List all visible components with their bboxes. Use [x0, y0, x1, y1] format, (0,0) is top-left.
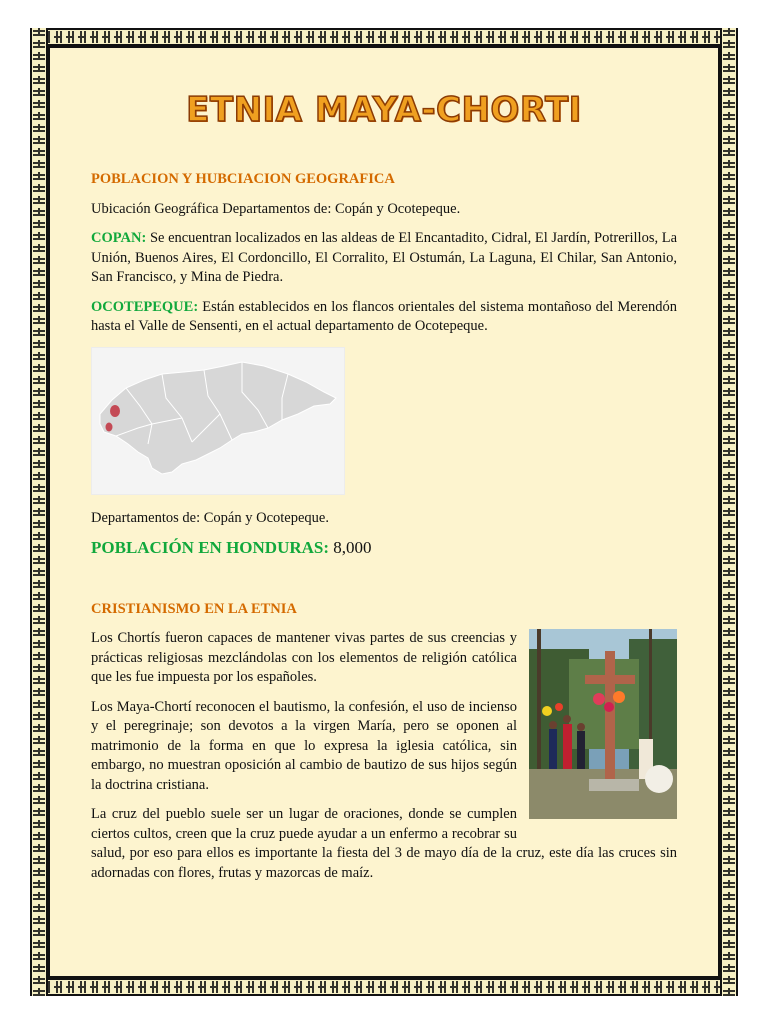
honduras-map-graphic	[92, 348, 344, 494]
border-top	[30, 28, 738, 46]
cristianismo-paragraph-2: Los Maya-Chortí reconocen el bautismo, la confesión, el uso de incienso y el peregrinaje; son devotos a la virgen María, pero se oponen al matrimonio de la forma en que lo expresa la iglesia católica, sin embargo, no muestran oposición al cambio de bautizo de sus hijos según la doctrina cristiana.	[91, 698, 517, 793]
section-heading-poblacion: POBLACION Y HUBCIACION GEOGRAFICA	[91, 171, 395, 187]
cristianismo-paragraph-1: Los Chortís fueron capaces de mantener vivas partes de sus creencias y prácticas religiosas mezclándolas con los elementos de religión católica que les fue impuesta por los españoles.	[91, 630, 517, 685]
border-right	[720, 28, 738, 996]
poblacion-value: 8,000	[329, 538, 372, 557]
cristianismo-paragraph-3: La cruz del pueblo suele ser un lugar de oraciones, donde se cumplen ciertos cultos, creen que la cruz puede ayudar a un enfermo a recobrar su salud, por eso para ellos es importante la fiesta del 3 de mayo día de la cruz, este día las cruces sin adornadas con flores, frutas y mazorcas de maíz.	[91, 806, 677, 881]
cross-ceremony-photo	[529, 629, 677, 819]
copan-label: COPAN:	[91, 230, 147, 246]
ubicacion-paragraph: Ubicación Geográfica Departamentos de: Copán y Ocotepeque.	[91, 200, 461, 217]
document-title: ETNIA MAYA-CHORTI	[186, 90, 582, 130]
section-heading-cristianismo: CRISTIANISMO EN LA ETNIA	[91, 600, 297, 617]
ocotepeque-paragraph	[91, 298, 677, 337]
border-left	[30, 28, 48, 996]
cross-ceremony-illustration	[529, 629, 677, 819]
map-caption: Departamentos de: Copán y Ocotepeque.	[91, 509, 329, 526]
copan-paragraph	[91, 229, 677, 288]
poblacion-label: POBLACIÓN EN HONDURAS:	[91, 538, 330, 557]
ocotepeque-label: OCOTEPEQUE:	[91, 298, 199, 315]
poblacion-line	[91, 538, 677, 560]
honduras-map	[91, 347, 345, 495]
border-bottom	[30, 978, 738, 996]
ocotepeque-text: Están establecidos en los flancos orientales del sistema montañoso del Merendón hasta el Valle de Sensenti, en el actual departamento de Ocotepeque.	[91, 298, 677, 334]
copan-text: Se encuentran localizados en las aldeas de El Encantadito, Cidral, El Jardín, Potrerillos, La Unión, Buenos Aires, El Cordoncillo, El Corralito, El Ostumán, La Laguna, El Chilar, San Antonio, San Francisco, y Mina de Piedra.	[91, 230, 677, 285]
document-content	[91, 90, 677, 893]
